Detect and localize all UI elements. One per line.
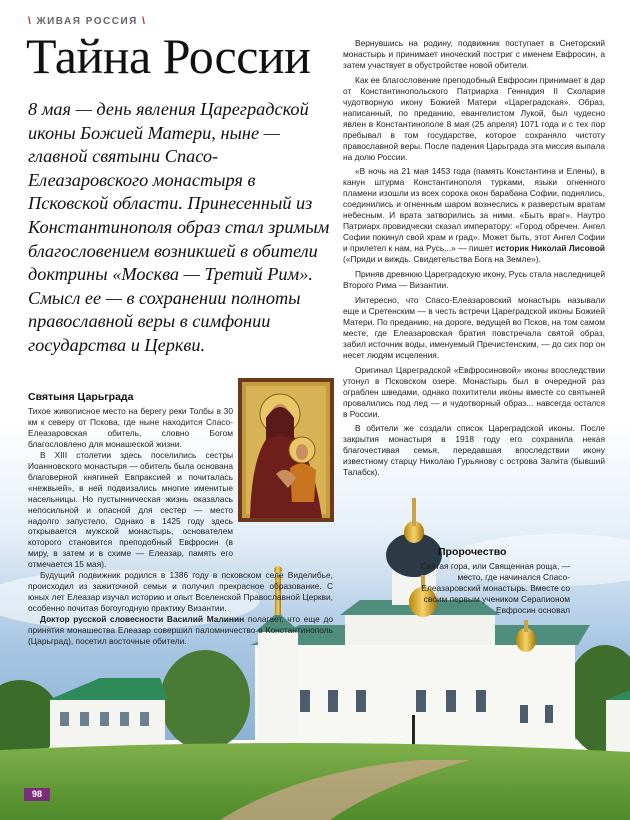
quote-text: «В ночь на 21 мая 1453 года (память Константина и Елены), в канун штурма Константинополя турками, языки огненного пламени изошли из всех сорока окон барабана Софии, поднялись, соединились и огненным шаром вознеслись к разверстым вратам небесным. И врата затворились за ними. «Быть враг». Наутро Патриарх провидчески сказал императору: «Город обречен. Ангел Софии покинул свой храм и град». Может быть, этот Ангел Софии и прилетел к нам, на Русь...» — пишет <box>343 166 605 254</box>
right-paragraph-2: Как ее благословение преподобный Евфросин принимает в дар от Константинопольского Патриарха Геннадия II Схолария чудотворную икону Божией Матери «Цареградская». Образ, написанный, по преданию, евангелистом Лукой, был чудесно явлен в Константинополе 8 мая (25 апреля) 1071 года и с тех пор пребывал в том государстве, которое сохраняло чистоту православной веры. После падения Царьграда эта миссия выпала на долю России. <box>343 74 605 162</box>
page-number: 98 <box>24 788 50 801</box>
subhead-prophecy: Пророчество <box>438 546 507 558</box>
left-paragraph-4-text: полагает, что еще до принятия монашества Елеазар совершил паломничество в Константинополь (Царьград), посетил восточные обители. <box>28 614 333 647</box>
scholar-name: Доктор русской словесности Василий Малинин <box>40 614 245 625</box>
right-paragraph-4: Приняв древнюю Цареградскую икону, Русь стала наследницей Второго Рима — Византии. <box>343 269 605 291</box>
subhead-shrine: Святыня Царьграда <box>28 391 134 403</box>
prophecy-text: Святая гора, или Священная роща, — место, где начинался Спасо-Елеазаровский монастырь. Вместе со своим первым учеником Серапионом Евфросин основал <box>420 561 570 615</box>
left-paragraph-1: Тихое живописное место на берегу реки Толбы в 30 км к северу от Пскова, где ныне находится Спасо-Елеазаровская обитель, словно Богом благословлено для монашеской жизни. <box>28 406 233 449</box>
right-paragraph-5: Интересно, что Спасо-Елеазаровский монастырь называли еще и Сретенским — в честь встречи Цареградской иконы Божией Матери. По преданию, на дороге, ведущей во Псков, на том самом месте, где Елеазаровская братия повстречала святой образ, забил источник воды, именуемый Пречистенским, — до сих пор он несет людям исцеления. <box>343 294 605 360</box>
section-tag: \ ЖИВАЯ РОССИЯ \ <box>28 16 147 27</box>
left-paragraph-2: В XIII столетии здесь поселились сестры Иоанновского монастыря — обитель была основана благоверной княгиней Евпраксией и почиталась «нежвыей», в ней подвизались многие именитые насельницы. Но пустынническая жизнь оказалась непосильной и опасной для сестер — место надолго запустело. Однако в 1425 году здесь открывается мужской монастырь, основателем которого становится преподобный Евфросин (в миру, в затем и в схиме — Елеазар, память его отмечается 15 мая). <box>28 449 233 570</box>
quote-source: («Приди и виждь. Свидетельства Бога на Земле»). <box>343 254 541 265</box>
right-paragraph-3 <box>343 166 605 265</box>
theotokos-icon-image <box>238 378 334 522</box>
left-paragraph-4 <box>28 614 333 647</box>
quote-author: историк Николай Лисовой <box>495 243 605 254</box>
page-title: Тайна России <box>26 28 311 84</box>
lead-paragraph: 8 мая — день явления Цареградской иконы Божией Матери, ныне — главной святыни Спасо-Елеазаровского монастыря в Псковской области. Принесенный из Константинополя образ стал зримым благословением возникшей в обители доктрины «Москва — Третий Рим». Смысл ее — в сохранении полноты православной веры в симфонии государства и Церкви. <box>28 99 330 355</box>
prophecy-block <box>420 546 570 616</box>
right-paragraph-6: Оригинал Цареградской «Евфросиновой» иконы впоследствии утонул в Псковском озере. Монастырь был в очередной раз ограблен шведами, однако похитители иконы вместе со святыней провалились под лед — и чудотворный образ... навсегда остался в России. <box>343 364 605 419</box>
left-paragraph-3: Будущий подвижник родился в 1386 году в псковском селе Виделибье, происходил из зажиточной семьи и получил прекрасное образование. С юных лет Елеазар изучал историю и опыт Вселенской Православной Церкви, особенно почитая богоугодную практику Византии. <box>28 570 333 614</box>
right-column <box>343 38 605 478</box>
right-paragraph-1: Вернувшись на родину, подвижник поступает в Снеторский монастырь и принимает иноческий постриг с именем Евфросин, а затем участвует в обустройстве новой обители. <box>343 38 605 70</box>
right-paragraph-7: В обители же создали список Цареградской иконы. После закрытия монастыря в 1918 году его сохранила некая благочестивая семья, передавшая впоследствии икону известному старцу Николаю Гурьянову с острова Залита (бывший Талабск). <box>343 423 605 478</box>
section-tag-text: ЖИВАЯ РОССИЯ <box>36 16 138 27</box>
